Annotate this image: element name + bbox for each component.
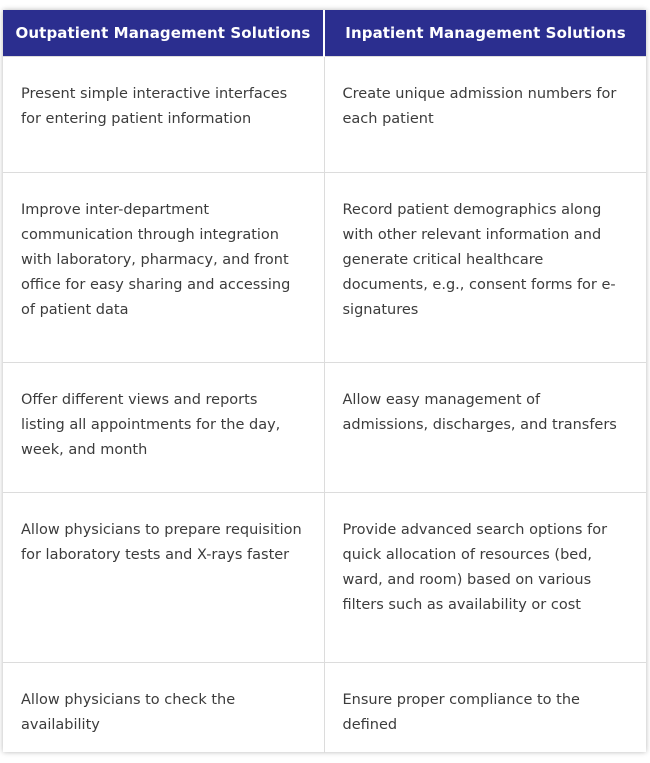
comparison-table-card — [3, 10, 646, 752]
table-cell-inpatient: Allow easy management of admissions, discharges, and transfers — [324, 363, 646, 493]
table-row — [3, 173, 646, 363]
table-row — [3, 363, 646, 493]
table-cell-inpatient: Ensure proper compliance to the defined — [324, 663, 646, 753]
column-header-outpatient: Outpatient Management Solutions — [3, 10, 324, 57]
table-cell-outpatient: Allow physicians to prepare requisition for laboratory tests and X-rays faster — [3, 493, 324, 663]
table-cell-outpatient: Allow physicians to check the availability — [3, 663, 324, 753]
table-header-row — [3, 10, 646, 57]
table-cell-inpatient: Create unique admission numbers for each patient — [324, 57, 646, 173]
table-row — [3, 493, 646, 663]
column-header-inpatient: Inpatient Management Solutions — [324, 10, 646, 57]
table-cell-outpatient: Offer different views and reports listing all appointments for the day, week, and month — [3, 363, 324, 493]
table-row — [3, 57, 646, 173]
table-cell-outpatient: Improve inter-department communication through integration with laboratory, pharmacy, and front office for easy sharing and accessing of patient data — [3, 173, 324, 363]
table-cell-outpatient: Present simple interactive interfaces for entering patient information — [3, 57, 324, 173]
comparison-table — [3, 10, 646, 753]
table-row — [3, 663, 646, 753]
table-cell-inpatient: Record patient demographics along with other relevant information and generate critical healthcare documents, e.g., consent forms for e-signatures — [324, 173, 646, 363]
table-cell-inpatient: Provide advanced search options for quick allocation of resources (bed, ward, and room) based on various filters such as availability or cost — [324, 493, 646, 663]
